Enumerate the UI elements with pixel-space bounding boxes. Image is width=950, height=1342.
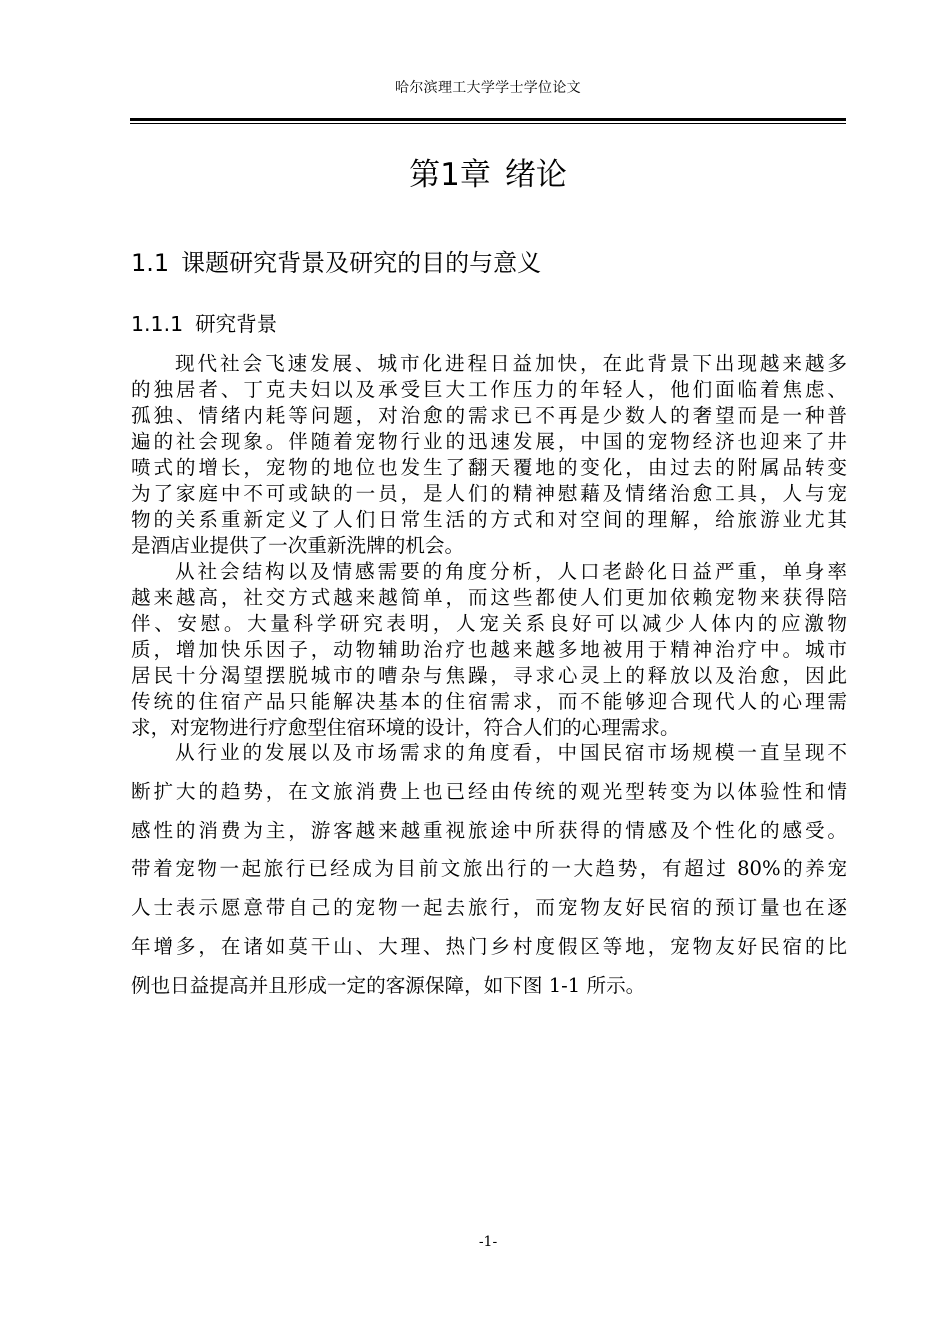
paragraph-line: 年增多，在诸如莫干山、大理、热门乡村度假区等地，宠物友好民宿的比: [131, 934, 847, 958]
body-paragraph-3: [131, 734, 847, 1006]
section-heading: [131, 247, 541, 279]
chapter-heading: [130, 155, 846, 195]
paragraph-line: 为了家庭中不可或缺的一员，是人们的精神慰藉及情绪治愈工具，人与宠: [131, 482, 847, 505]
page-number: -1-: [478, 1234, 498, 1250]
paragraph-line: 带着宠物一起旅行已经成为目前文旅出行的一大趋势，有超过 80%的养宠: [131, 857, 847, 881]
paragraph-line: 人士表示愿意带自己的宠物一起去旅行，而宠物友好民宿的预订量也在逐: [131, 896, 847, 920]
paragraph-line: 伴、安慰。大量科学研究表明，人宠关系良好可以减少人体内的应激物: [131, 612, 847, 635]
paragraph-line: 例也日益提高并且形成一定的客源保障，如下图 1-1 所示。: [131, 973, 646, 997]
header-rule-thin: [130, 123, 846, 124]
paragraph-line: 物的关系重新定义了人们日常生活的方式和对空间的理解，给旅游业尤其: [131, 508, 847, 531]
paragraph-line: 从社会结构以及情感需要的角度分析，人口老龄化日益严重，单身率: [175, 560, 847, 583]
paragraph-line: 传统的住宿产品只能解决基本的住宿需求，而不能够迎合现代人的心理需: [131, 690, 847, 713]
paragraph-line: 质，增加快乐因子，动物辅助治疗也越来越多地被用于精神治疗中。城市: [131, 638, 847, 661]
header-rule-thick: [130, 118, 846, 121]
body-paragraph-2: [131, 559, 847, 741]
paragraph-line: 的独居者、丁克夫妇以及承受巨大工作压力的年轻人，他们面临着焦虑、: [131, 378, 847, 401]
subsection-number: 1.1.1: [131, 312, 184, 336]
body-paragraph-1: [131, 351, 847, 559]
paragraph-line: 现代社会飞速发展、城市化进程日益加快，在此背景下出现越来越多: [175, 352, 847, 375]
paragraph-line: 越来越高，社交方式越来越简单，而这些都使人们更加依赖宠物来获得陪: [131, 586, 847, 609]
subsection-title: 研究背景: [195, 312, 278, 336]
paragraph-line: 从行业的发展以及市场需求的角度看，中国民宿市场规模一直呈现不: [175, 741, 847, 764]
subsection-heading: [131, 310, 277, 338]
paragraph-line: 孤独、情绪内耗等问题，对治愈的需求已不再是少数人的奢望而是一种普: [131, 404, 847, 427]
paragraph-line: 感性的消费为主，游客越来越重视旅途中所获得的情感及个性化的感受。: [131, 818, 847, 842]
chapter-number: 第1章: [409, 157, 491, 193]
paragraph-line: 居民十分渴望摆脱城市的嘈杂与焦躁，寻求心灵上的释放以及治愈，因此: [131, 664, 847, 687]
section-number: 1.1: [131, 249, 170, 277]
section-title: 课题研究背景及研究的目的与意义: [181, 249, 542, 277]
paragraph-line: 断扩大的趋势，在文旅消费上也已经由传统的观光型转变为以体验性和情: [131, 779, 847, 803]
running-header: 哈尔滨理工大学学士学位论文: [395, 80, 581, 96]
paragraph-line: 是酒店业提供了一次重新洗牌的机会。: [131, 534, 465, 557]
chapter-title: 绪论: [504, 157, 567, 193]
paragraph-line: 喷式的增长，宠物的地位也发生了翻天覆地的变化，由过去的附属品转变: [131, 456, 847, 479]
paragraph-line: 遍的社会现象。伴随着宠物行业的迅速发展，中国的宠物经济也迎来了井: [131, 430, 847, 453]
paragraph-line: 求，对宠物进行疗愈型住宿环境的设计，符合人们的心理需求。: [131, 716, 680, 739]
